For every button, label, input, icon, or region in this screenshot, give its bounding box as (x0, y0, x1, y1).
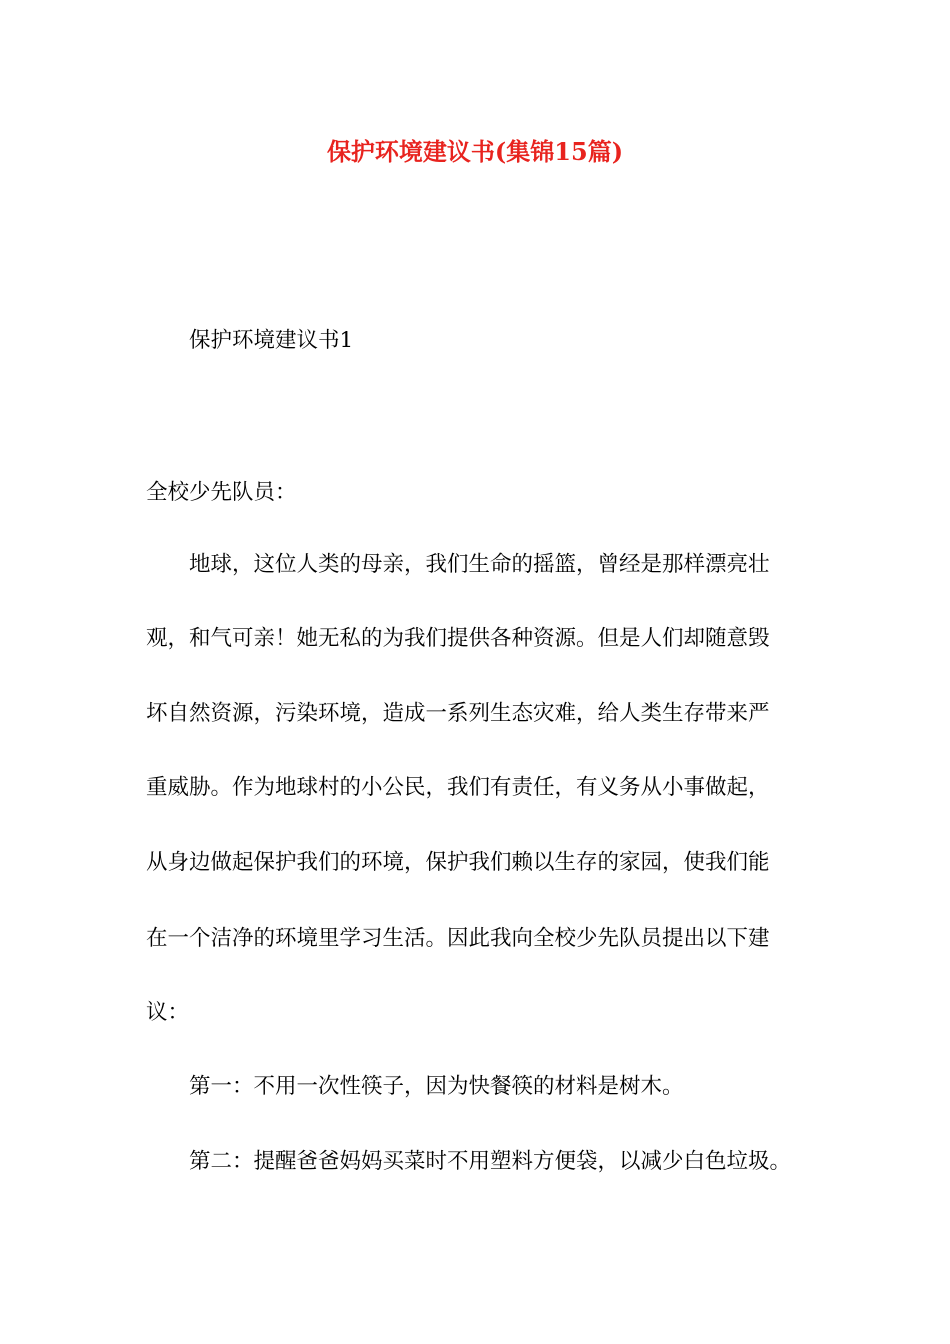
paragraph-line: 重威胁。作为地球村的小公民，我们有责任，有义务从小事做起， (146, 775, 770, 800)
paragraph-line: 从身边做起保护我们的环境，保护我们赖以生存的家园，使我们能 (146, 850, 770, 875)
section-heading: 保护环境建议书1 (189, 328, 354, 353)
suggestion-item: 第一：不用一次性筷子，因为快餐筷的材料是树木。 (189, 1074, 684, 1099)
paragraph-line: 坏自然资源，污染环境，造成一系列生态灾难，给人类生存带来严 (146, 701, 770, 726)
paragraph-line: 议： (146, 1000, 190, 1025)
paragraph-line: 在一个洁净的环境里学习生活。因此我向全校少先队员提出以下建 (146, 926, 770, 951)
suggestion-item: 第二：提醒爸爸妈妈买菜时不用塑料方便袋，以减少白色垃圾。 (189, 1149, 792, 1174)
document-title: 保护环境建议书(集锦15篇) (326, 137, 624, 166)
salutation: 全校少先队员： (146, 480, 297, 505)
paragraph-line: 观，和气可亲！她无私的为我们提供各种资源。但是人们却随意毁 (146, 626, 770, 651)
paragraph-line: 地球，这位人类的母亲，我们生命的摇篮，曾经是那样漂亮壮 (189, 552, 770, 577)
